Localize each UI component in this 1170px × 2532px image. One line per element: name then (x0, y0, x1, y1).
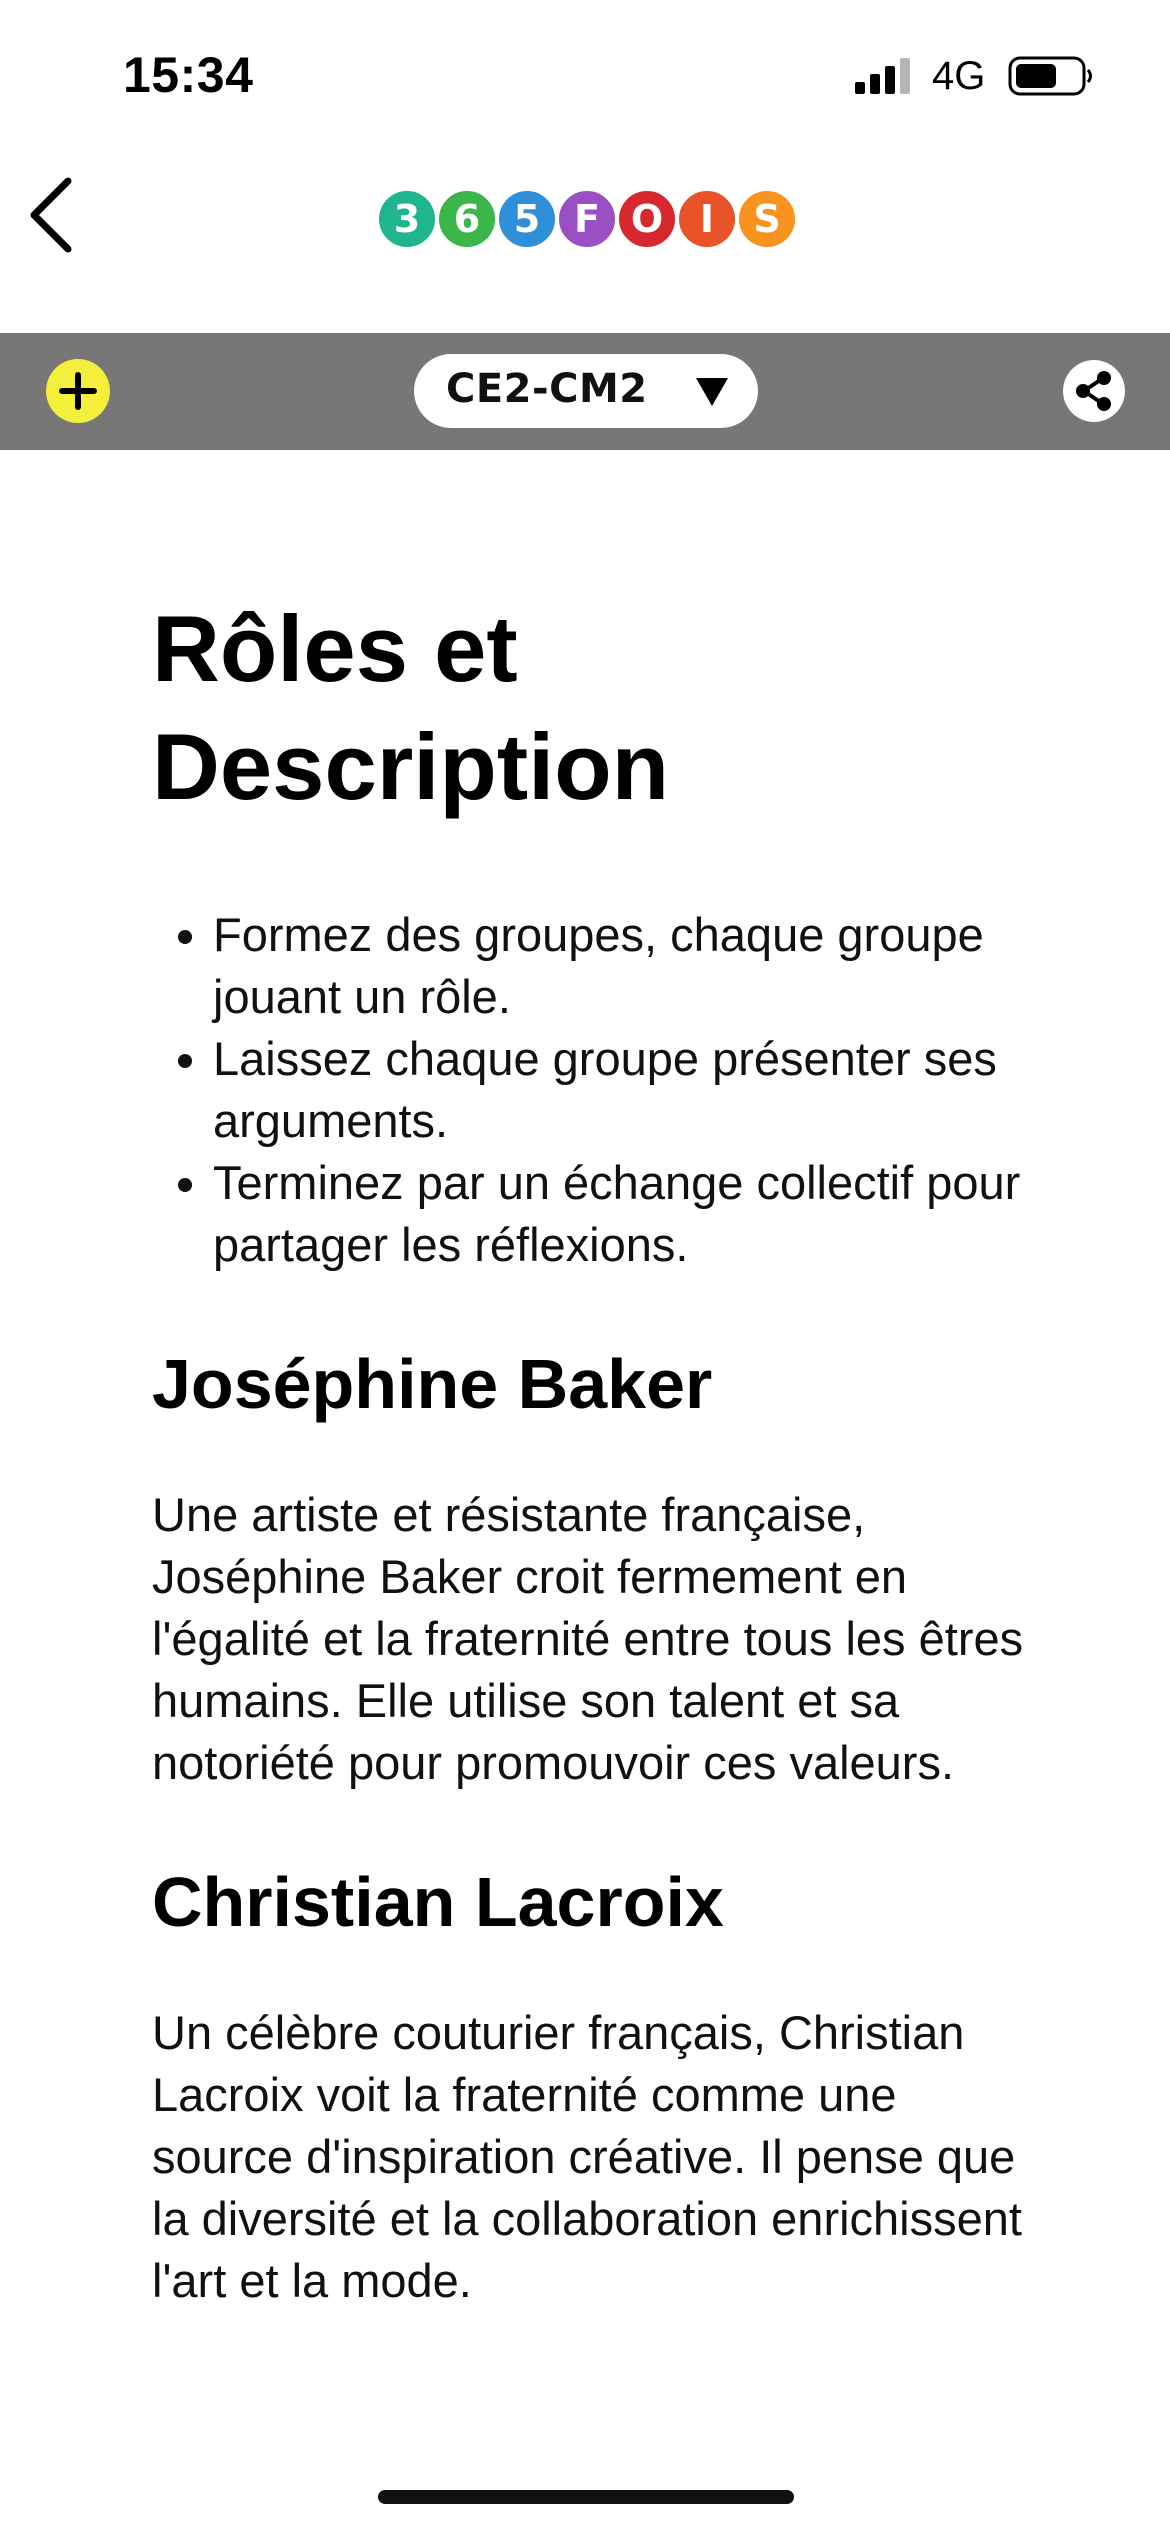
logo-letter: I (676, 188, 738, 250)
lesson-content (152, 590, 1032, 2312)
app-logo (378, 188, 798, 250)
plus-icon (58, 371, 98, 411)
back-button[interactable] (20, 175, 90, 265)
logo-letter: S (736, 188, 798, 250)
instructions-list (152, 904, 1032, 1276)
caret-down-icon (694, 376, 730, 408)
section-text-josephine-baker: Une artiste et résistante française, Joséphine Baker croit fermement en l'égalité et la fraternité entre tous les êtres humains. Elle utilise son talent et sa notoriété pour promouvoir ces valeurs. (152, 1488, 1024, 1789)
list-item: • Terminez par un échange collectif pour partager les réflexions. (213, 1152, 1032, 1276)
section-text-christian-lacroix: Un célèbre couturier français, Christian Lacroix voit la fraternité comme une source d'inspiration créative. Il pense que la diversité et la collaboration enrichissent l'art et la mode. (152, 2006, 1022, 2307)
level-label: CE2-CM2 (446, 366, 648, 412)
signal-icon (855, 58, 915, 94)
section-heading-josephine-baker: Joséphine Baker (152, 1345, 713, 1423)
list-item: • Formez des groupes, chaque groupe jouant un rôle. (213, 904, 1032, 1028)
add-button[interactable] (46, 359, 110, 423)
logo-letter: 5 (496, 188, 558, 250)
toolbar (0, 333, 1170, 450)
logo-letter: 3 (376, 188, 438, 250)
status-bar (0, 0, 1170, 150)
level-select[interactable] (414, 354, 758, 428)
logo-letter: F (556, 188, 618, 250)
status-time: 15:34 (123, 47, 254, 103)
chevron-left-icon (20, 175, 90, 265)
home-indicator[interactable] (378, 2490, 794, 2504)
battery-icon (1008, 56, 1094, 96)
share-icon (1072, 369, 1116, 413)
logo-letter: O (616, 188, 678, 250)
list-item: • Laissez chaque groupe présenter ses arguments. (213, 1028, 1032, 1152)
nav-bar (0, 150, 1170, 300)
logo-letter: 6 (436, 188, 498, 250)
network-label: 4G (932, 54, 986, 98)
section-heading-christian-lacroix: Christian Lacroix (152, 1863, 724, 1941)
share-button[interactable] (1063, 360, 1125, 422)
page-title: Rôles et Description (152, 596, 670, 819)
